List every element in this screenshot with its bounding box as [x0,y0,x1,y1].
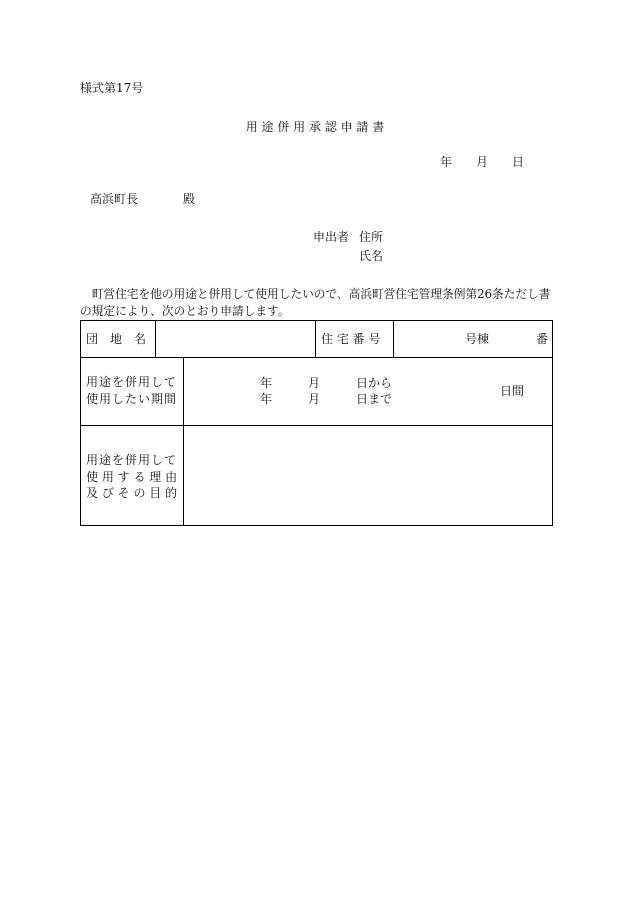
complex-name-field [155,320,316,358]
reason-label-line: 及 び そ の 目 的 [86,486,178,500]
house-number-label-cell [315,320,394,358]
house-number-field [393,320,553,358]
period-label-line: 用途を併用して [86,375,178,389]
reason-label-cell [80,425,184,526]
reason-label-line: 使 用 す る 理 由 [86,470,178,484]
period-field [183,357,553,426]
period-from: 年 月 日から [260,376,393,390]
form-number: 様式第17号 [80,81,144,95]
body-text-line: 町営住宅を他の用途と併用して使用したいので、高浜町営住宅管理条例第26条ただし書 [80,287,551,301]
house-number-label: 住 宅 番 号 [321,332,381,346]
complex-label-cell [80,320,156,358]
applicant-address-label: 住所 [359,230,384,244]
period-days: 日間 [500,384,525,398]
complex-label: 団 地 名 [86,332,147,346]
addressee-honorific: 殿 [183,192,196,206]
date-line: 年 月 日 [440,155,525,169]
reason-field [183,425,553,526]
applicant-label: 申出者 [313,230,350,244]
period-label-line: 使用したい期間 [86,392,178,406]
body-text-line: の規定により、次のとおり申請します。 [80,304,290,318]
unit-suffix: 番 [536,332,549,346]
form-title: 用 途 併 用 承 認 申 請 書 [245,120,385,134]
reason-label-line: 用途を併用して [86,453,178,467]
period-to: 年 月 日まで [260,392,393,406]
applicant-name-label: 氏名 [359,249,384,263]
period-label-cell [80,357,184,426]
addressee-name: 高浜町長 [90,192,139,206]
building-suffix: 号棟 [465,332,490,346]
